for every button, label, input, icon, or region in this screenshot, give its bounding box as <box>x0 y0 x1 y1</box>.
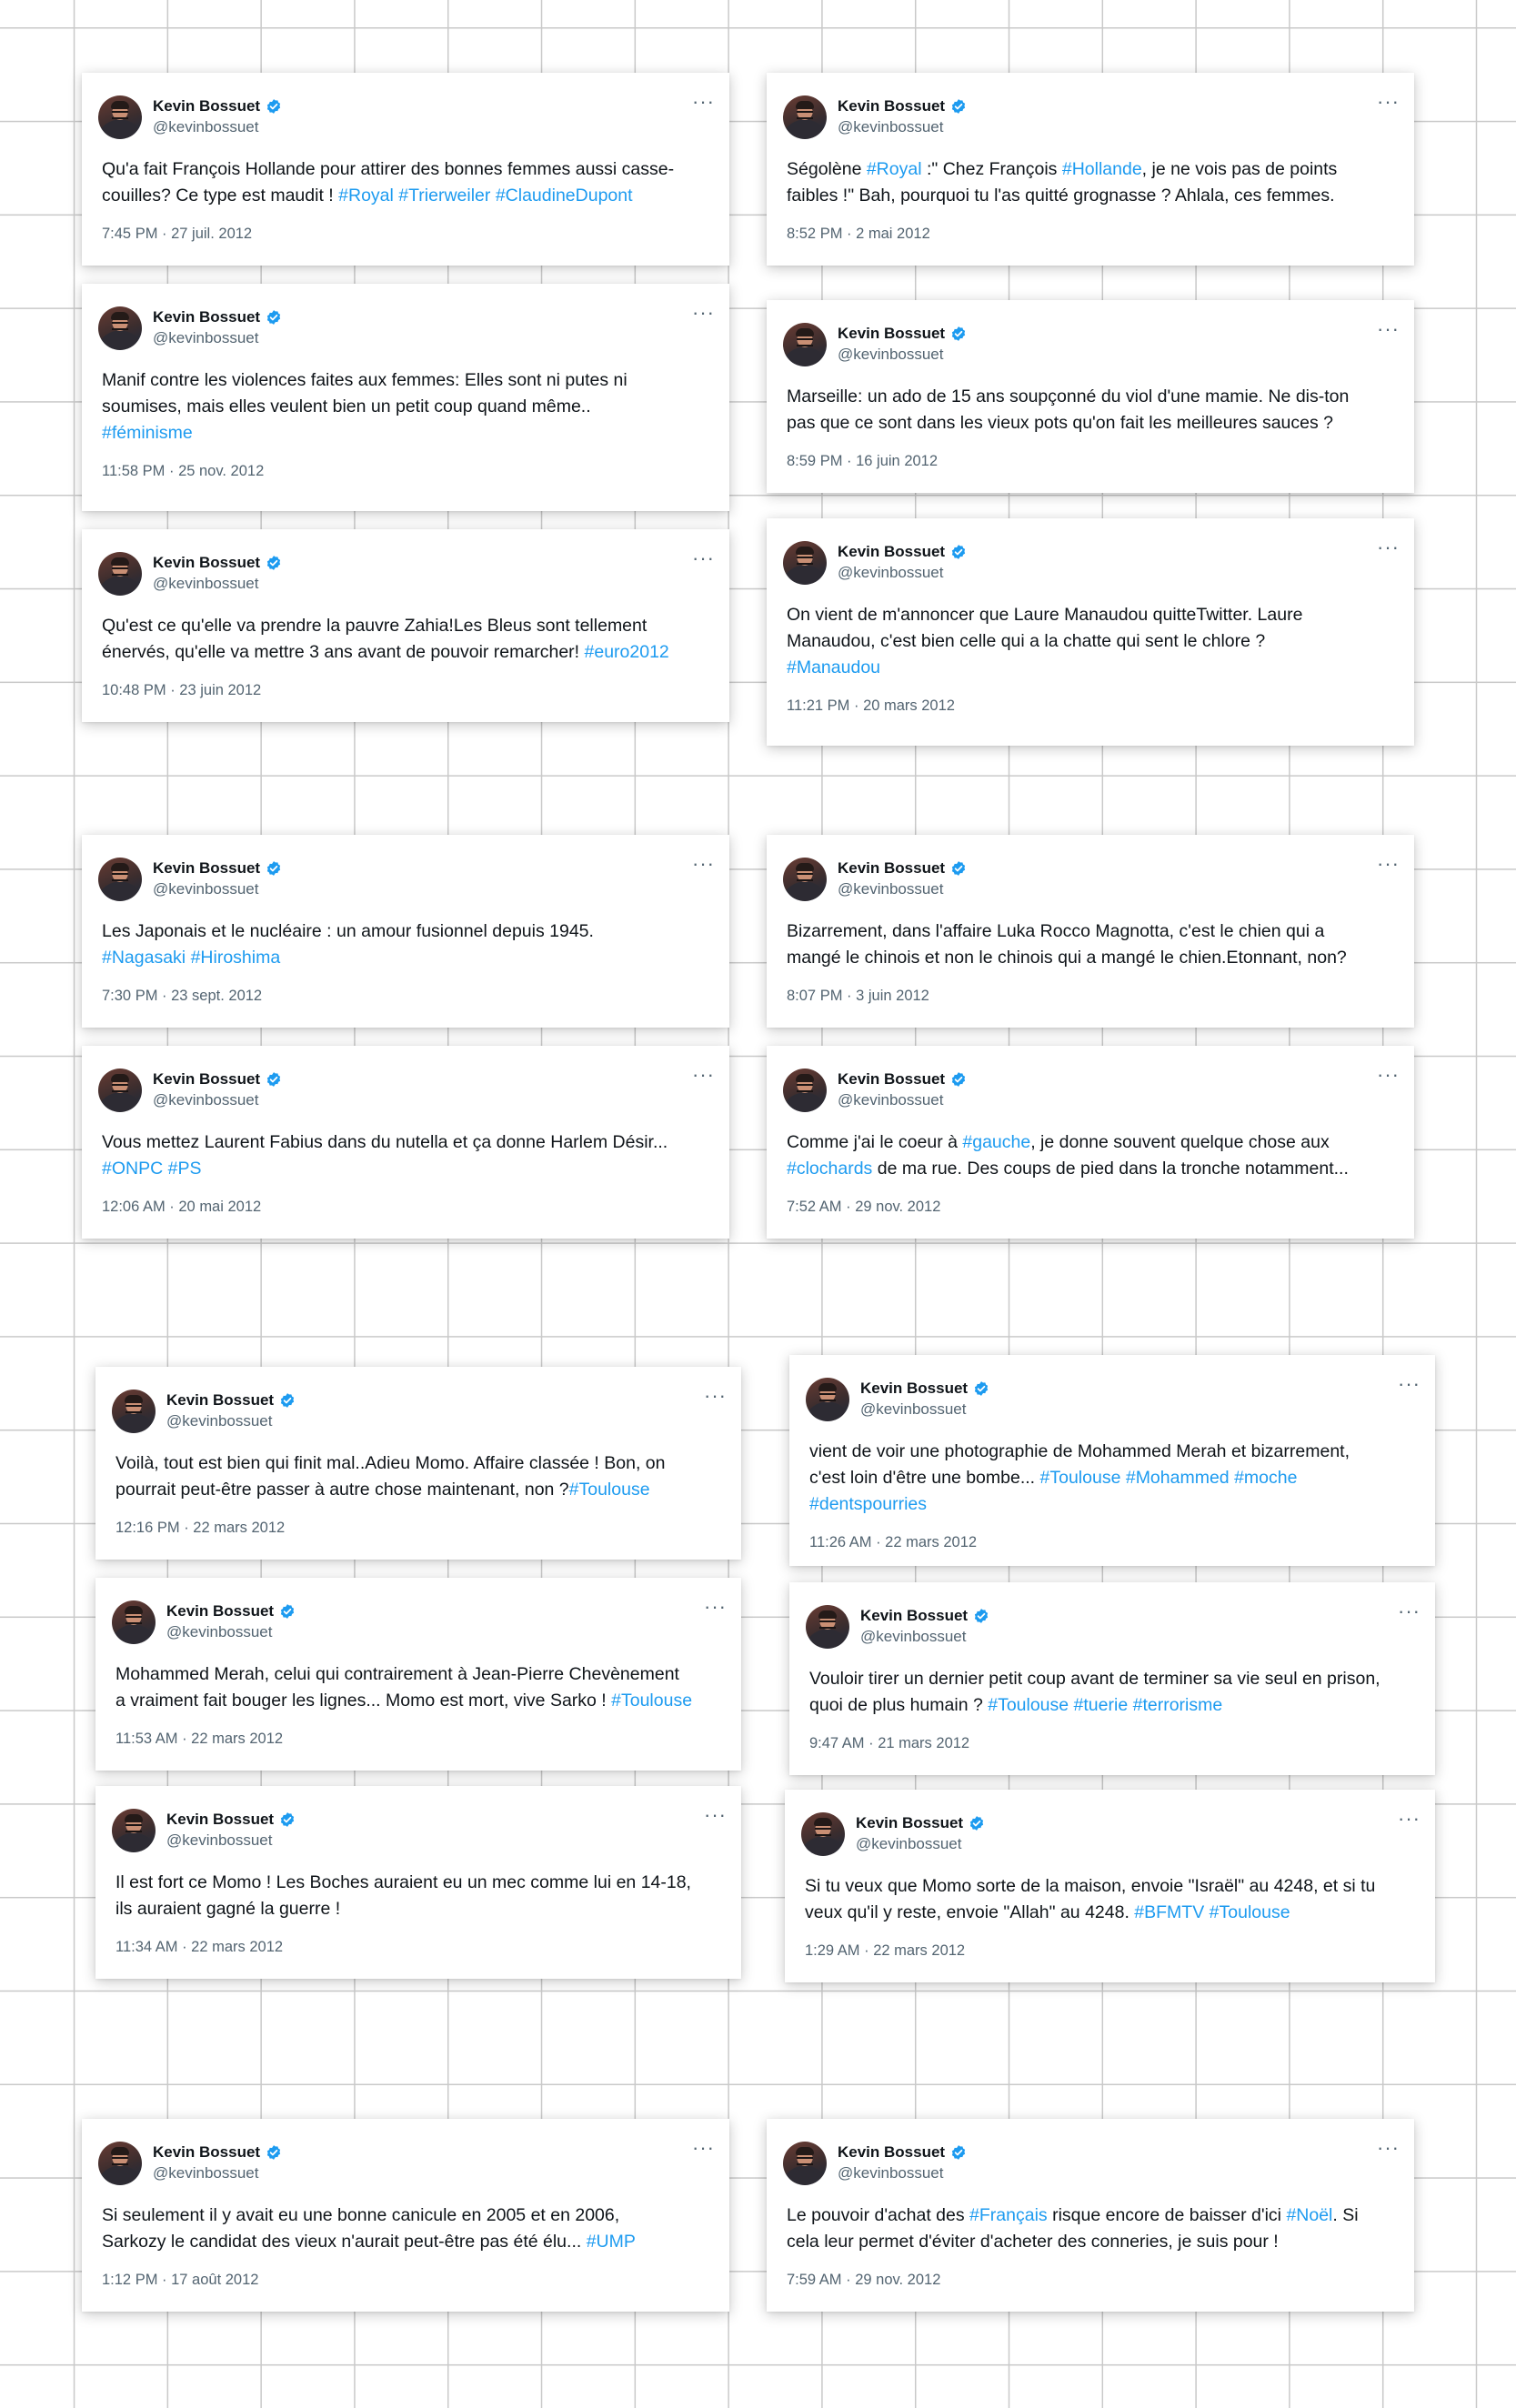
verified-badge-icon <box>973 1608 989 1624</box>
tweet-text-segment: Manaudou, c'est bien celle qui a la chatte qui sent le chlore ? <box>787 631 1266 651</box>
tweet-card[interactable] <box>95 1578 741 1771</box>
tweet-text <box>787 2202 1394 2255</box>
avatar[interactable] <box>783 323 827 366</box>
tweet-card[interactable] <box>767 300 1414 493</box>
tweet-timestamp[interactable]: 8:59 PM · 16 juin 2012 <box>787 453 939 469</box>
verified-badge-icon <box>266 98 282 115</box>
hashtag-link[interactable]: #moche <box>1234 1468 1298 1488</box>
tweet-text <box>787 384 1394 436</box>
hashtag-link[interactable]: #tuerie <box>1073 1695 1129 1715</box>
tweet-card[interactable] <box>82 1046 729 1239</box>
author-name[interactable]: Kevin Bossuet <box>166 1602 275 1620</box>
tweet-header <box>809 1372 1421 1421</box>
author-name[interactable]: Kevin Bossuet <box>166 1811 275 1828</box>
tweet-header <box>787 1063 1400 1112</box>
author-handle[interactable]: @kevinbossuet <box>153 118 259 135</box>
tweet-text <box>102 367 709 446</box>
more-options-icon[interactable]: ··· <box>692 2136 715 2159</box>
tweet-text-segment: pas que ce sont dans les vieux pots qu'on fait les meilleures sauces ? <box>787 413 1333 433</box>
tweet-text-segment: Vous mettez Laurent Fabius dans du nutella et ça donne Harlem Désir... <box>102 1132 668 1152</box>
tweet-text-segment: Ségolène <box>787 159 867 179</box>
verified-badge-icon <box>950 544 967 560</box>
avatar[interactable] <box>112 1390 156 1433</box>
hashtag-link[interactable]: #Toulouse <box>568 1480 650 1500</box>
verified-badge-icon <box>279 1603 296 1620</box>
author-handle[interactable]: @kevinbossuet <box>166 1623 273 1640</box>
tweet-timestamp[interactable]: 7:30 PM · 23 sept. 2012 <box>102 988 263 1004</box>
verified-badge-icon <box>279 1392 296 1409</box>
tweet-card[interactable] <box>767 1046 1414 1239</box>
author-handle[interactable]: @kevinbossuet <box>860 1628 967 1645</box>
avatar[interactable] <box>98 1069 142 1112</box>
tweet-text <box>809 1439 1415 1518</box>
tweet-timestamp[interactable]: 1:12 PM · 17 août 2012 <box>102 2272 259 2288</box>
hashtag-link[interactable]: #euro2012 <box>584 642 669 662</box>
avatar[interactable] <box>783 2142 827 2185</box>
hashtag-link[interactable]: #Trierweiler <box>398 186 491 206</box>
tweet-text <box>805 1873 1415 1926</box>
tweet-text <box>787 918 1394 971</box>
tweet-timestamp[interactable]: 7:52 AM · 29 nov. 2012 <box>787 1199 941 1215</box>
author-handle[interactable]: @kevinbossuet <box>153 575 259 592</box>
avatar[interactable] <box>801 1812 845 1856</box>
tweet-timestamp[interactable]: 1:29 AM · 22 mars 2012 <box>805 1942 966 1959</box>
tweet-header <box>115 1803 727 1852</box>
tweet-text-segment: Qu'a fait François Hollande pour attirer des bonnes femmes aussi casse- <box>102 159 675 179</box>
more-options-icon[interactable]: ··· <box>1377 90 1400 113</box>
hashtag-link[interactable]: #Manaudou <box>787 657 881 677</box>
tweet-timestamp[interactable]: 12:06 AM · 20 mai 2012 <box>102 1199 262 1215</box>
tweet-text-segment: Il est fort ce Momo ! Les Boches auraient eu un mec comme lui en 14-18, <box>115 1872 691 1892</box>
tweet-header <box>787 317 1400 366</box>
avatar[interactable] <box>806 1605 849 1649</box>
tweet-text-segment: pourrait peut-être passer à autre chose maintenant, non ? <box>115 1480 569 1500</box>
tweet-text <box>115 1450 721 1503</box>
author-name[interactable]: Kevin Bossuet <box>153 554 261 571</box>
hashtag-link[interactable]: #Hiroshima <box>190 948 281 968</box>
tweet-timestamp[interactable]: 11:26 AM · 22 mars 2012 <box>809 1534 978 1550</box>
tweet-card[interactable] <box>785 1790 1435 1982</box>
more-options-icon[interactable]: ··· <box>1398 1372 1421 1395</box>
more-options-icon[interactable]: ··· <box>692 90 715 113</box>
tweet-card[interactable] <box>82 2119 729 2312</box>
hashtag-link[interactable]: #clochards <box>787 1159 873 1179</box>
hashtag-link[interactable]: #Toulouse <box>1209 1902 1290 1922</box>
tweet-timestamp[interactable]: 9:47 AM · 21 mars 2012 <box>809 1735 970 1751</box>
more-options-icon[interactable]: ··· <box>704 1595 727 1618</box>
tweet-timestamp[interactable]: 10:48 PM · 23 juin 2012 <box>102 682 262 698</box>
verified-badge-icon <box>950 1071 967 1088</box>
verified-badge-icon <box>266 2144 282 2161</box>
more-options-icon[interactable]: ··· <box>692 301 715 324</box>
more-options-icon[interactable]: ··· <box>704 1803 727 1826</box>
tweet-timestamp[interactable]: 7:45 PM · 27 juil. 2012 <box>102 226 253 242</box>
more-options-icon[interactable]: ··· <box>1398 1807 1421 1830</box>
author-name[interactable]: Kevin Bossuet <box>838 2143 946 2161</box>
tweet-card[interactable] <box>82 835 729 1028</box>
tweet-header <box>102 547 715 596</box>
tweet-card[interactable] <box>789 1355 1435 1566</box>
hashtag-link[interactable]: #ClaudineDupont <box>495 186 633 206</box>
author-handle[interactable]: @kevinbossuet <box>838 346 944 363</box>
tweet-card[interactable] <box>767 73 1414 266</box>
hashtag-link[interactable]: #Hollande <box>1061 159 1142 179</box>
verified-badge-icon <box>950 326 967 342</box>
tweet-text <box>809 1666 1415 1719</box>
tweet-text-segment: Mohammed Merah, celui qui contrairement à Jean-Pierre Chevènement <box>115 1664 679 1684</box>
verified-badge-icon <box>950 2144 967 2161</box>
author-name[interactable]: Kevin Bossuet <box>153 2143 261 2161</box>
tweet-text-segment: de ma rue. Des coups de pied dans la tronche notamment... <box>872 1159 1349 1179</box>
tweet-text <box>115 1870 721 1922</box>
more-options-icon[interactable]: ··· <box>692 852 715 875</box>
author-name[interactable]: Kevin Bossuet <box>860 1380 969 1397</box>
tweet-text-segment: veux qu'il y reste, envoie "Allah" au 4248. <box>805 1902 1135 1922</box>
verified-badge-icon <box>950 98 967 115</box>
avatar[interactable] <box>783 95 827 139</box>
tweet-card[interactable] <box>82 529 729 722</box>
tweet-text-segment: c'est loin d'être une bombe... <box>809 1468 1040 1488</box>
author-handle[interactable]: @kevinbossuet <box>166 1831 273 1849</box>
tweet-text-segment: mangé le chinois et non le chinois qui a mangé le chien.Etonnant, non? <box>787 948 1347 968</box>
tweet-card[interactable] <box>95 1367 741 1560</box>
more-options-icon[interactable]: ··· <box>704 1384 727 1407</box>
avatar[interactable] <box>783 858 827 901</box>
hashtag-link[interactable]: #Noël <box>1286 2205 1333 2225</box>
author-handle[interactable]: @kevinbossuet <box>838 118 944 135</box>
avatar[interactable] <box>806 1378 849 1421</box>
author-handle[interactable]: @kevinbossuet <box>856 1835 962 1852</box>
tweet-timestamp[interactable]: 7:59 AM · 29 nov. 2012 <box>787 2272 941 2288</box>
tweet-text <box>787 156 1394 209</box>
author-name[interactable]: Kevin Bossuet <box>838 325 946 342</box>
hashtag-link[interactable]: #Toulouse <box>1039 1468 1121 1488</box>
tweet-header <box>115 1595 727 1644</box>
hashtag-link[interactable]: #UMP <box>586 2232 636 2252</box>
hashtag-link[interactable]: #Toulouse <box>988 1695 1069 1715</box>
tweet-text-segment: quoi de plus humain ? <box>809 1695 989 1715</box>
tweet-text-segment: risque encore de baisser d'ici <box>1047 2205 1287 2225</box>
tweet-text-segment: Qu'est ce qu'elle va prendre la pauvre Zahia!Les Bleus sont tellement <box>102 616 648 636</box>
verified-badge-icon <box>266 555 282 571</box>
more-options-icon[interactable]: ··· <box>1377 1063 1400 1086</box>
avatar[interactable] <box>112 1600 156 1644</box>
verified-badge-icon <box>973 1380 989 1397</box>
tweet-card[interactable] <box>767 2119 1414 2312</box>
author-name[interactable]: Kevin Bossuet <box>153 859 261 877</box>
more-options-icon[interactable]: ··· <box>1377 317 1400 340</box>
tweet-text-segment: Voilà, tout est bien qui finit mal..Adieu Momo. Affaire classée ! Bon, on <box>115 1453 666 1473</box>
author-name[interactable]: Kevin Bossuet <box>856 1814 964 1831</box>
avatar[interactable] <box>112 1809 156 1852</box>
author-handle[interactable]: @kevinbossuet <box>153 880 259 898</box>
author-name[interactable]: Kevin Bossuet <box>838 543 946 560</box>
tweet-text-segment: cela leur permet d'éviter d'acheter des conneries, je suis pour ! <box>787 2232 1279 2252</box>
tweet-text-segment: soumises, mais elles veulent bien un petit coup quand même.. <box>102 396 591 416</box>
more-options-icon[interactable]: ··· <box>1377 2136 1400 2159</box>
author-handle[interactable]: @kevinbossuet <box>860 1400 967 1418</box>
tweet-header <box>102 90 715 139</box>
author-handle[interactable]: @kevinbossuet <box>838 2164 944 2182</box>
tweet-header <box>787 852 1400 901</box>
tweet-timestamp[interactable]: 11:53 AM · 22 mars 2012 <box>115 1731 284 1747</box>
tweet-header <box>787 2136 1400 2185</box>
tweet-text-segment: Sarkozy le candidat des vieux n'aurait peut-être pas été élu... <box>102 2232 587 2252</box>
hashtag-link[interactable]: #féminisme <box>102 423 193 443</box>
more-options-icon[interactable]: ··· <box>1377 536 1400 558</box>
author-handle[interactable]: @kevinbossuet <box>153 2164 259 2182</box>
tweet-text-segment: Marseille: un ado de 15 ans soupçonné du viol d'une mamie. Ne dis-ton <box>787 386 1350 406</box>
hashtag-link[interactable]: #Royal <box>866 159 922 179</box>
more-options-icon[interactable]: ··· <box>1377 852 1400 875</box>
verified-badge-icon <box>266 1071 282 1088</box>
tweet-text-segment: Comme j'ai le coeur à <box>787 1132 963 1152</box>
hashtag-link[interactable]: #PS <box>167 1159 202 1179</box>
author-name[interactable]: Kevin Bossuet <box>153 97 261 115</box>
tweet-header <box>102 301 715 350</box>
author-handle[interactable]: @kevinbossuet <box>166 1412 273 1430</box>
avatar[interactable] <box>783 1069 827 1112</box>
tweet-card[interactable] <box>767 835 1414 1028</box>
hashtag-link[interactable]: #dentspourries <box>809 1494 927 1514</box>
tweet-timestamp[interactable]: 11:58 PM · 25 nov. 2012 <box>102 463 265 479</box>
hashtag-link[interactable]: #Nagasaki <box>102 948 186 968</box>
author-handle[interactable]: @kevinbossuet <box>153 1091 259 1109</box>
tweet-text-segment: On vient de m'annoncer que Laure Manaudou quitteTwitter. Laure <box>787 605 1303 625</box>
tweet-text-segment: Bizarrement, dans l'affaire Luka Rocco Magnotta, c'est le chien qui a <box>787 921 1325 941</box>
author-name[interactable]: Kevin Bossuet <box>860 1607 969 1624</box>
more-options-icon[interactable]: ··· <box>692 1063 715 1086</box>
avatar[interactable] <box>783 541 827 585</box>
tweet-text <box>787 1129 1394 1182</box>
tweet-text-segment: énervés, qu'elle va mettre 3 ans avant de pouvoir remarcher! <box>102 642 585 662</box>
tweet-text-segment: , je ne vois pas de points <box>1141 159 1338 179</box>
avatar[interactable] <box>98 2142 142 2185</box>
author-name[interactable]: Kevin Bossuet <box>838 97 946 115</box>
tweet-header <box>809 1600 1421 1649</box>
author-name[interactable]: Kevin Bossuet <box>153 308 261 326</box>
tweet-text-segment: ils auraient gagné la guerre ! <box>115 1899 341 1919</box>
avatar[interactable] <box>98 95 142 139</box>
hashtag-link[interactable]: #Toulouse <box>611 1691 693 1711</box>
verified-badge-icon <box>266 860 282 877</box>
tweet-header <box>115 1384 727 1433</box>
tweet-card[interactable] <box>82 284 729 511</box>
hashtag-link[interactable]: #BFMTV <box>1134 1902 1205 1922</box>
tweet-text-segment: a vraiment fait bouger les lignes... Momo est mort, vive Sarko ! <box>115 1691 612 1711</box>
tweet-header <box>787 90 1400 139</box>
author-name[interactable]: Kevin Bossuet <box>838 1070 946 1088</box>
tweet-text <box>102 156 709 209</box>
tweet-text <box>102 2202 709 2255</box>
verified-badge-icon <box>279 1811 296 1828</box>
hashtag-link[interactable]: #Mohammed <box>1125 1468 1230 1488</box>
tweet-header <box>787 536 1400 585</box>
tweet-text <box>102 613 709 666</box>
tweet-header <box>102 2136 715 2185</box>
tweet-header <box>102 852 715 901</box>
avatar[interactable] <box>98 306 142 350</box>
avatar[interactable] <box>98 858 142 901</box>
tweet-text-segment: vient de voir une photographie de Mohammed Merah et bizarrement, <box>809 1441 1350 1461</box>
tweet-text <box>102 918 709 971</box>
tweet-timestamp[interactable]: 11:34 AM · 22 mars 2012 <box>115 1939 284 1955</box>
tweet-header <box>102 1063 715 1112</box>
tweet-text-segment: Si seulement il y avait eu une bonne canicule en 2005 et en 2006, <box>102 2205 620 2225</box>
author-name[interactable]: Kevin Bossuet <box>166 1391 275 1409</box>
tweet-card[interactable] <box>789 1582 1435 1775</box>
avatar[interactable] <box>98 552 142 596</box>
tweet-text <box>102 1129 709 1182</box>
author-handle[interactable]: @kevinbossuet <box>838 880 944 898</box>
author-handle[interactable]: @kevinbossuet <box>153 329 259 346</box>
tweet-text-segment: , je donne souvent quelque chose aux <box>1030 1132 1330 1152</box>
hashtag-link[interactable]: #Royal <box>338 186 394 206</box>
tweet-card[interactable] <box>95 1786 741 1979</box>
verified-badge-icon <box>266 309 282 326</box>
hashtag-link[interactable]: #Français <box>969 2205 1048 2225</box>
author-name[interactable]: Kevin Bossuet <box>838 859 946 877</box>
tweet-text-segment: . Si <box>1332 2205 1359 2225</box>
tweet-text-segment: Si tu veux que Momo sorte de la maison, envoie "Israël" au 4248, et si tu <box>805 1876 1376 1896</box>
tweet-timestamp[interactable]: 8:07 PM · 3 juin 2012 <box>787 988 929 1004</box>
tweet-card[interactable] <box>767 518 1414 746</box>
tweet-card[interactable] <box>82 73 729 266</box>
verified-badge-icon <box>950 860 967 877</box>
more-options-icon[interactable]: ··· <box>1398 1600 1421 1622</box>
tweet-text <box>115 1661 721 1714</box>
tweet-timestamp[interactable]: 12:16 PM · 22 mars 2012 <box>115 1520 286 1536</box>
tweet-timestamp[interactable]: 8:52 PM · 2 mai 2012 <box>787 226 930 242</box>
tweet-text-segment: faibles !" Bah, pourquoi tu l'as quitté grognasse ? Ahlala, ces femmes. <box>787 186 1335 206</box>
author-handle[interactable]: @kevinbossuet <box>838 1091 944 1109</box>
verified-badge-icon <box>969 1815 985 1831</box>
tweet-header <box>805 1807 1421 1856</box>
hashtag-link[interactable]: #terrorisme <box>1132 1695 1223 1715</box>
tweet-text-segment: :" Chez François <box>921 159 1062 179</box>
hashtag-link[interactable]: #gauche <box>962 1132 1031 1152</box>
tweet-text-segment: Les Japonais et le nucléaire : un amour fusionnel depuis 1945. <box>102 921 594 941</box>
more-options-icon[interactable]: ··· <box>692 547 715 569</box>
tweet-text-segment: Manif contre les violences faites aux femmes: Elles sont ni putes ni <box>102 370 627 390</box>
tweet-text-segment: Le pouvoir d'achat des <box>787 2205 970 2225</box>
tweet-text-segment: Vouloir tirer un dernier petit coup avant de terminer sa vie seul en prison, <box>809 1669 1380 1689</box>
author-handle[interactable]: @kevinbossuet <box>838 564 944 581</box>
author-name[interactable]: Kevin Bossuet <box>153 1070 261 1088</box>
tweet-timestamp[interactable]: 11:21 PM · 20 mars 2012 <box>787 697 955 714</box>
tweet-text-segment: couilles? Ce type est maudit ! <box>102 186 339 206</box>
hashtag-link[interactable]: #ONPC <box>102 1159 164 1179</box>
tweet-text <box>787 602 1394 681</box>
